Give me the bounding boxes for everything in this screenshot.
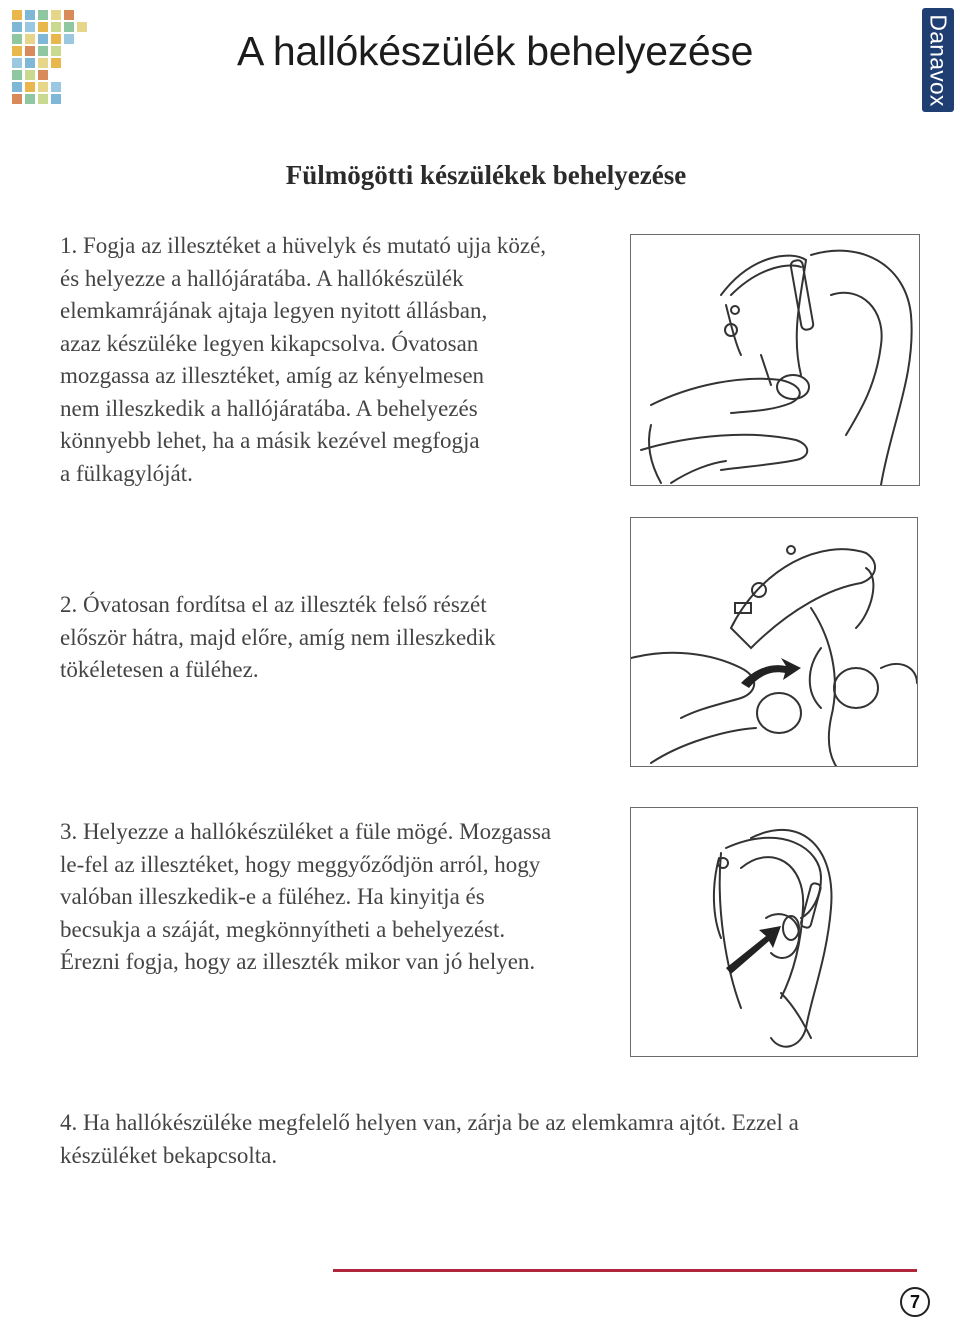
logo-tile (12, 10, 22, 20)
logo-tile (12, 46, 22, 56)
logo-tile (12, 82, 22, 92)
logo-tile (38, 94, 48, 104)
logo-tile (25, 58, 35, 68)
logo-tile (64, 22, 74, 32)
step-line: nem illeszkedik a hallójáratába. A behelyezés (60, 395, 478, 421)
step-line: és helyezze a hallójáratába. A hallókészülék (60, 265, 464, 291)
logo-tile (12, 58, 22, 68)
logo-tile (38, 46, 48, 56)
step-line: le-fel az illesztéket, hogy meggyőződjön arról, hogy (60, 851, 541, 877)
step-line: becsukja a száját, megkönnyítheti a behelyezést. (60, 916, 506, 942)
logo-tile (51, 82, 61, 92)
step-1-illustration (630, 234, 920, 486)
logo-tile (77, 22, 87, 32)
logo-tile (38, 58, 48, 68)
step-line: tökéletesen a füléhez. (60, 657, 259, 682)
step-line: 1. Fogja az illesztéket a hüvelyk és mutató ujja közé, (60, 233, 547, 258)
logo-tile (25, 22, 35, 32)
logo-tile (38, 34, 48, 44)
logo-tile (38, 22, 48, 32)
logo-tile (51, 10, 61, 20)
step-line: 3. Helyezze a hallókészüléket a füle mögé. Mozgassa (60, 819, 552, 844)
logo-tile (51, 46, 61, 56)
step-line: először hátra, majd előre, amíg nem illeszkedik (60, 624, 496, 650)
logo-tile (12, 70, 22, 80)
logo-tile (25, 70, 35, 80)
step-3-text (60, 816, 551, 979)
logo-tile (38, 82, 48, 92)
page-title: A hallókészülék behelyezése (237, 28, 754, 74)
brand-tab (922, 8, 954, 112)
hands-rotating-earmold-drawing (631, 518, 917, 766)
logo-tile (25, 82, 35, 92)
step-line: 2. Óvatosan fordítsa el az illeszték felső részét (60, 592, 487, 617)
step-3-illustration (630, 807, 918, 1057)
step-line: a fülkagylóját. (60, 460, 193, 486)
logo-tile (25, 34, 35, 44)
step-4-text (60, 1107, 940, 1172)
logo-tile (12, 34, 22, 44)
step-line: valóban illeszkedik-e a füléhez. Ha kinyitja és (60, 884, 485, 909)
step-line: elemkamrájának ajtaja legyen nyitott állásban, (60, 298, 488, 323)
brand-name: Danavox (925, 13, 952, 107)
section-title: Fülmögötti készülékek behelyezése (285, 160, 687, 190)
logo-tile (38, 70, 48, 80)
logo-tile (51, 94, 61, 104)
logo-tile (51, 34, 61, 44)
logo-tile (64, 10, 74, 20)
logo-tile (12, 22, 22, 32)
ear-with-hearing-aid-drawing (631, 808, 917, 1056)
logo-tile (25, 46, 35, 56)
logo-tile (25, 94, 35, 104)
logo-tile (25, 10, 35, 20)
footer-rule (333, 1269, 917, 1272)
step-2-text (60, 589, 496, 687)
step-2-illustration (630, 517, 918, 767)
logo-tile (12, 94, 22, 104)
step-line: azaz készüléke legyen kikapcsolva. Óvatosan (60, 330, 479, 356)
logo-tile (51, 58, 61, 68)
hand-inserting-earmold-drawing (631, 235, 919, 485)
step-line: 4. Ha hallókészüléke megfelelő helyen van, zárja be az elemkamra ajtót. Ezzel a (60, 1110, 799, 1135)
logo-tile (64, 34, 74, 44)
logo-tile (38, 10, 48, 20)
step-line: készüléket bekapcsolta. (60, 1142, 278, 1168)
step-1-text (60, 230, 546, 490)
step-line: Érezni fogja, hogy az illeszték mikor van jó helyen. (60, 949, 536, 974)
brand-logo-mosaic (12, 10, 102, 110)
step-line: könnyebb lehet, ha a másik kezével megfogja (60, 428, 480, 453)
step-line: mozgassa az illesztéket, amíg az kényelmesen (60, 363, 485, 388)
logo-tile (51, 22, 61, 32)
page-number: 7 (900, 1287, 930, 1317)
